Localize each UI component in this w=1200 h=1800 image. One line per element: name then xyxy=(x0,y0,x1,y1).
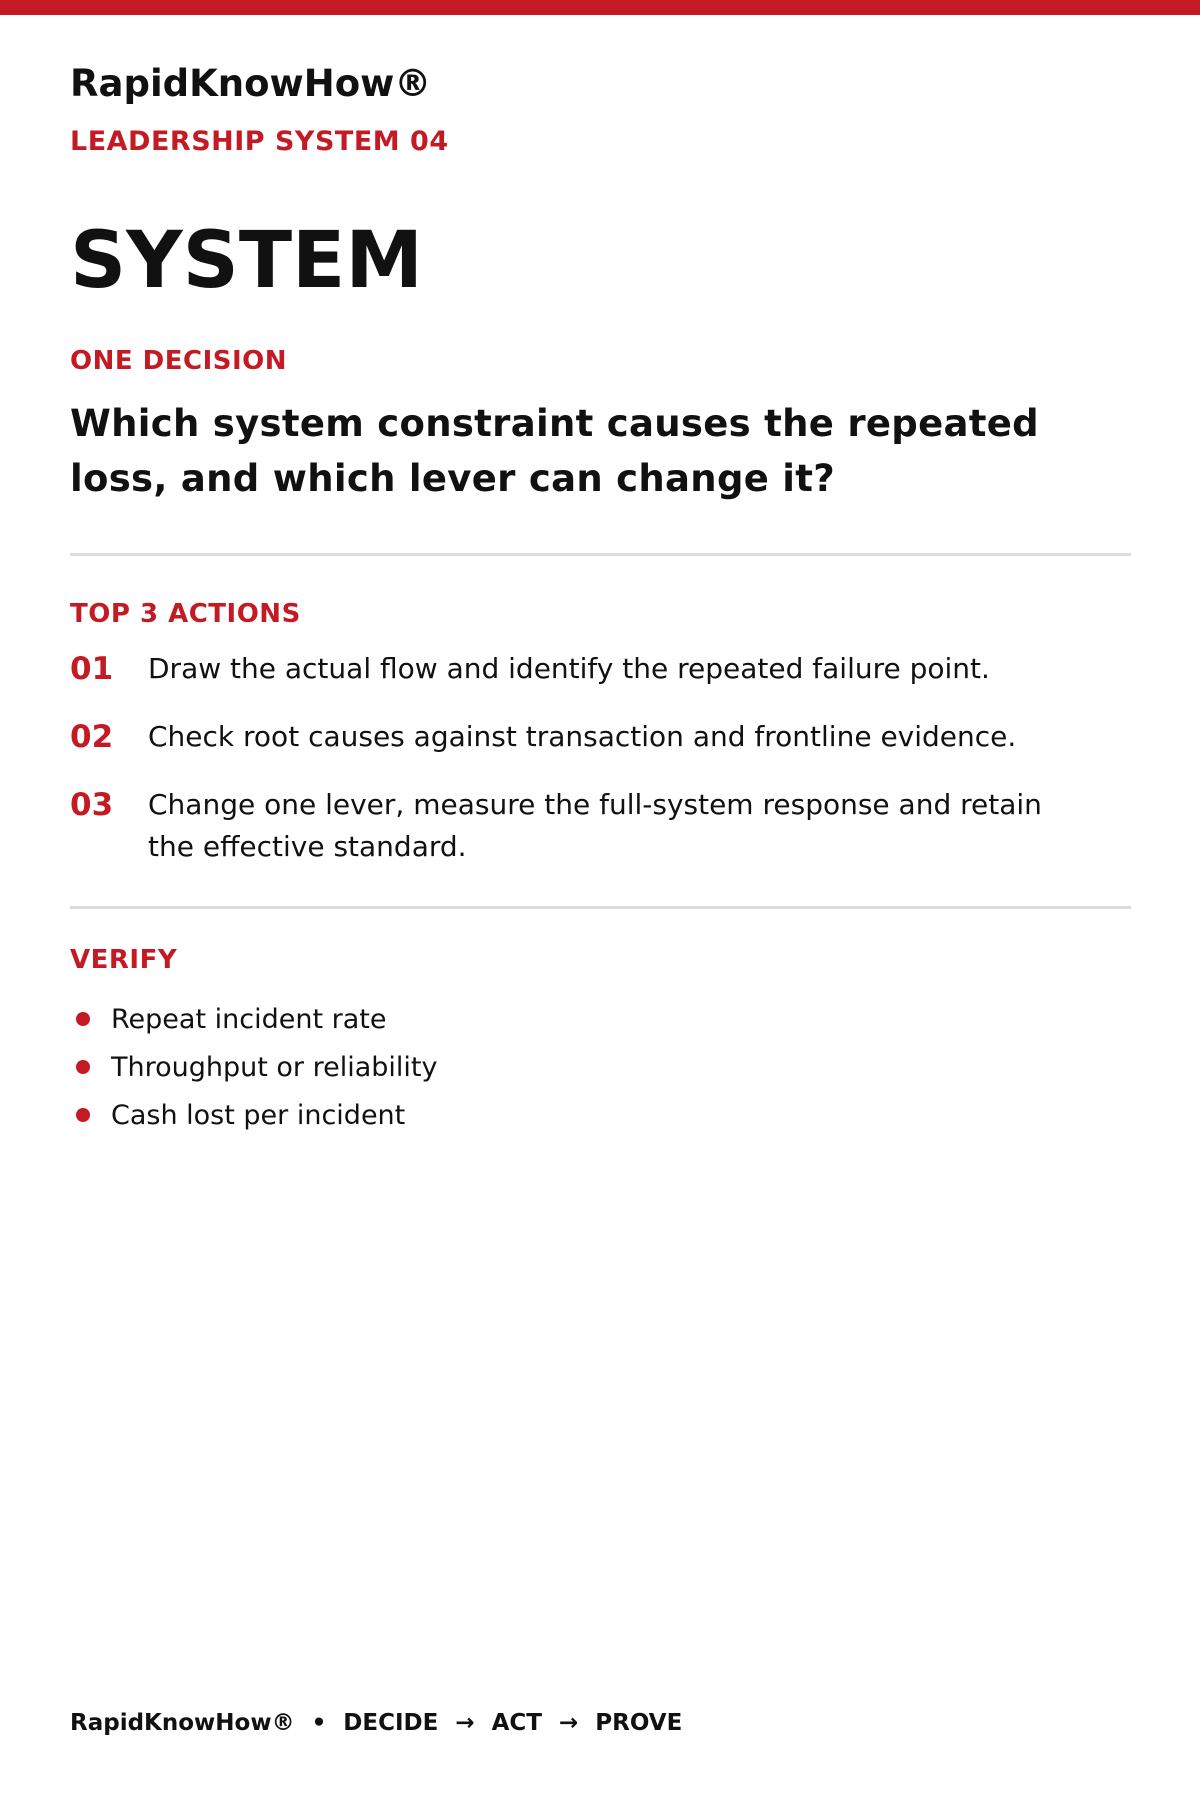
brand-name: RapidKnowHow® xyxy=(70,62,432,105)
footer-bullet: • xyxy=(311,1710,327,1736)
action-item xyxy=(70,784,1131,868)
verify-text: Cash lost per incident xyxy=(111,1099,406,1131)
verify-text: Repeat incident rate xyxy=(111,1003,387,1035)
action-number: 03 xyxy=(70,787,114,823)
series-label: LEADERSHIP SYSTEM 04 xyxy=(70,126,449,157)
page-title: SYSTEM xyxy=(70,216,423,306)
action-text: Change one lever, measure the full-system response and retain the effective standard. xyxy=(148,788,1042,863)
footer xyxy=(70,1710,682,1736)
actions-label: TOP 3 ACTIONS xyxy=(70,599,301,629)
footer-step-decide: DECIDE xyxy=(343,1710,439,1736)
verify-item xyxy=(70,1091,438,1139)
footer-step-prove: PROVE xyxy=(595,1710,683,1736)
action-item xyxy=(70,648,1131,690)
bullet-icon xyxy=(76,1012,90,1026)
divider xyxy=(70,553,1131,556)
verify-item xyxy=(70,995,438,1043)
action-text: Draw the actual flow and identify the repeated failure point. xyxy=(148,652,990,685)
action-number: 01 xyxy=(70,651,114,687)
verify-list xyxy=(70,995,438,1139)
action-text: Check root causes against transaction and frontline evidence. xyxy=(148,720,1017,753)
footer-brand: RapidKnowHow® xyxy=(70,1710,295,1736)
action-number: 02 xyxy=(70,719,114,755)
top-accent-bar xyxy=(0,0,1200,15)
action-item xyxy=(70,716,1131,758)
divider xyxy=(70,906,1131,909)
verify-item xyxy=(70,1043,438,1091)
footer-step-act: ACT xyxy=(491,1710,542,1736)
decision-label: ONE DECISION xyxy=(70,346,288,376)
bullet-icon xyxy=(76,1060,90,1074)
decision-question: Which system constraint causes the repeated loss, and which lever can change it? xyxy=(70,402,1039,500)
arrow-right-icon: → xyxy=(559,1710,579,1736)
verify-label: VERIFY xyxy=(70,945,178,975)
actions-list xyxy=(70,648,1131,894)
verify-text: Throughput or reliability xyxy=(111,1051,438,1083)
bullet-icon xyxy=(76,1108,90,1122)
arrow-right-icon: → xyxy=(455,1710,475,1736)
